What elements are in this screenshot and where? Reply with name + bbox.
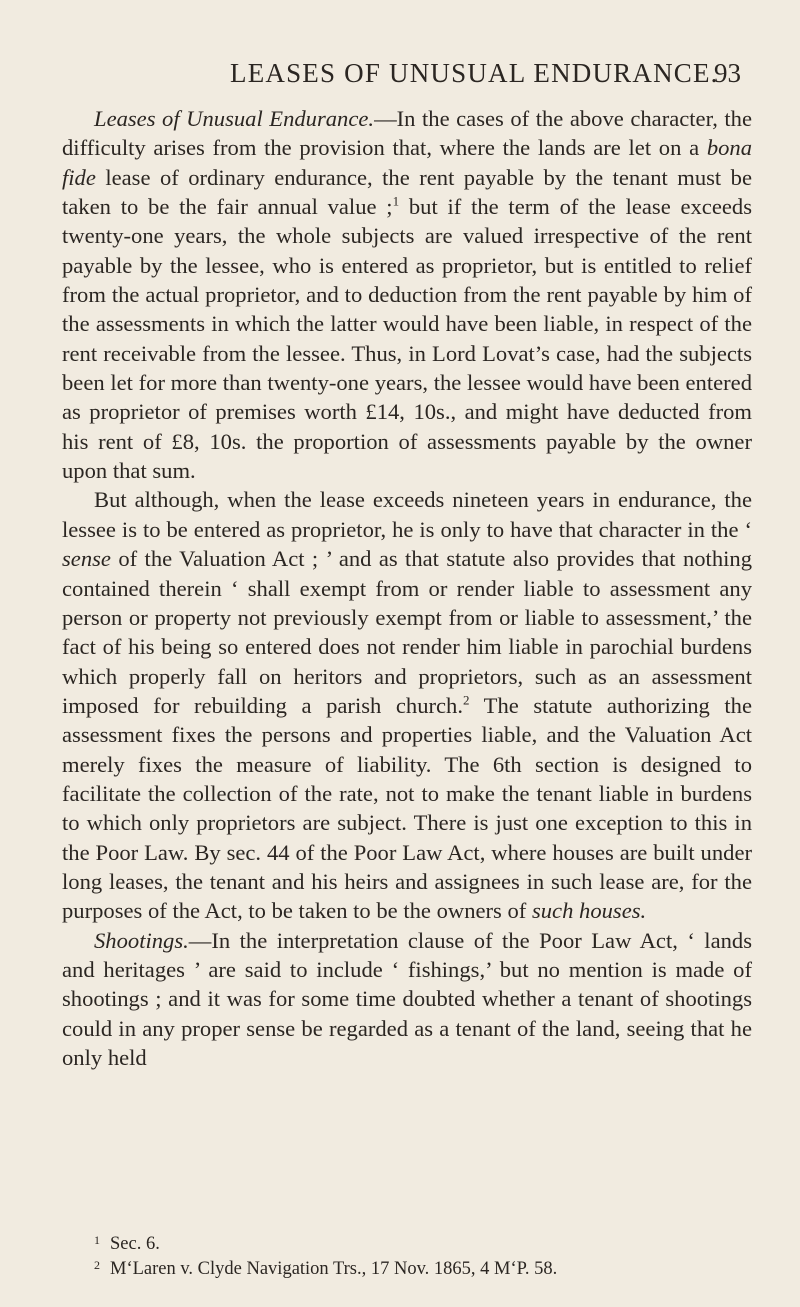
italic-phrase: sense [62,546,111,572]
section-heading-shootings: Shootings. [94,927,189,953]
footnote-mark: 2 [94,1258,100,1272]
paragraph-parochial-burdens [62,485,752,925]
footnote-text: Sec. 6. [110,1234,160,1254]
footnote-reference-2: 2 [463,692,470,708]
paragraph-text: —In the interpretation clause of the Poor Law Act, ‘ lands and heritages ’ are said to include ‘ fishings,’ but no mention is made of shootings ; and it was for some time doubted whether a tenant of shootings could in any proper sense be regarded as a tenant of the land, seeing that he only held [62,927,752,1070]
running-head [0,58,800,98]
footnotes [62,1232,752,1282]
paragraph-text: of the Valuation Act ; ’ and as that statute also provides that nothing contained therein ‘ shall exempt from or render liable to assessment any person or property not previously exempt from or liable to assessment,’ the fact of his being so entered does not render him liable in parochial burdens which properly fall on heritors and proprietors, such as an assessment imposed for rebuilding a parish church. [62,546,752,718]
page-number: 93 [714,58,741,88]
body-text [62,104,752,1072]
paragraph-text: but if the term of the lease exceeds twenty-one years, the whole subjects are valued irrespective of the rent payable by the lessee, who is entered as proprietor, but is entitled to relief from the actual proprietor, and to deduction from the rent payable by him of the assessments in which the latter would have been liable, in respect of the rent receivable from the lessee. Thus, in Lord Lovat’s case, had the subjects been let for more than twenty-one years, the lessee would have been entered as proprietor of premises worth £14, 10s., and might have deducted from his rent of £8, 10s. the proportion of assessments payable by the owner upon that sum. [62,194,752,484]
footnote-2 [62,1257,752,1282]
footnote-mark: 1 [94,1233,100,1247]
paragraph-text: But although, when the lease exceeds nineteen years in endurance, the lessee is to be entered as proprietor, he is only to have that character in the ‘ [62,487,752,542]
paragraph-text: The statute authorizing the assessment fixes the persons and properties liable, and the Valuation Act merely fixes the measure of liability. The 6th section is designed to facilitate the collection of the rate, not to make the tenant liable in burdens to which only proprietors are subject. There is just one exception to this in the Poor Law. By sec. 44 of the Poor Law Act, where houses are built under long leases, the tenant and his heirs and assignees in such lease are, for the purposes of the Act, to be taken to be the owners of [62,692,752,924]
running-title: LEASES OF UNUSUAL ENDURANCE. [230,58,719,88]
footnote-1 [62,1232,752,1257]
paragraph-leases [62,104,752,485]
footnote-text: M‘Laren v. Clyde Navigation Trs., 17 Nov. 1865, 4 M‘P. 58. [110,1259,558,1279]
paragraph-shootings [62,926,752,1073]
italic-phrase: bona fide [62,135,752,190]
section-heading-leases: Leases of Unusual Endurance. [94,106,375,131]
footnote-reference-1: 1 [392,193,400,209]
paragraph-text: —In the cases of the above character, the difficulty arises from the provision that, where the lands are let on a [62,106,752,161]
italic-phrase: such houses. [531,898,647,924]
paragraph-text: lease of ordinary endurance, the rent payable by the tenant must be taken to be the fair annual value ; [62,164,752,220]
